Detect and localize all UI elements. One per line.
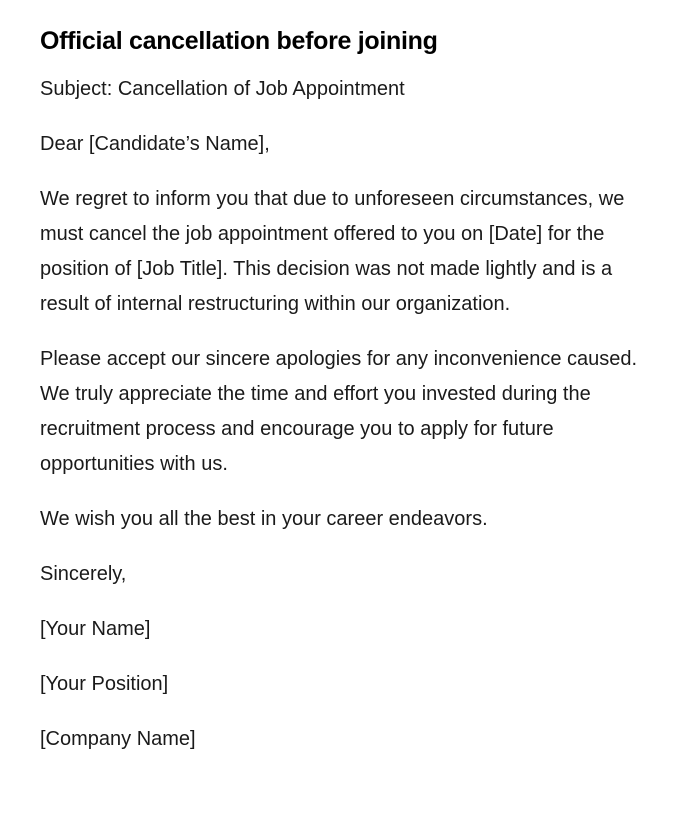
salutation: Dear [Candidate’s Name],	[40, 133, 270, 155]
body-paragraph: We wish you all the best in your career endeavors.	[40, 508, 488, 530]
signature-position: [Your Position]	[40, 673, 169, 695]
signature-company: [Company Name]	[40, 728, 196, 750]
document-title: Official cancellation before joining	[40, 27, 438, 55]
subject-line: Subject: Cancellation of Job Appointment	[40, 78, 405, 100]
body-paragraph: Please accept our sincere apologies for any inconvenience caused. We truly appreciate the time and effort you invested during the recruitment process and encourage you to apply for future opportunities with us.	[40, 348, 638, 475]
signature-name: [Your Name]	[40, 618, 151, 640]
closing: Sincerely,	[40, 563, 127, 585]
body-paragraph: We regret to inform you that due to unforeseen circumstances, we must cancel the job appointment offered to you on [Date] for the position of [Job Title]. This decision was not made lightly and is a result of internal restructuring within our organization.	[40, 188, 625, 315]
